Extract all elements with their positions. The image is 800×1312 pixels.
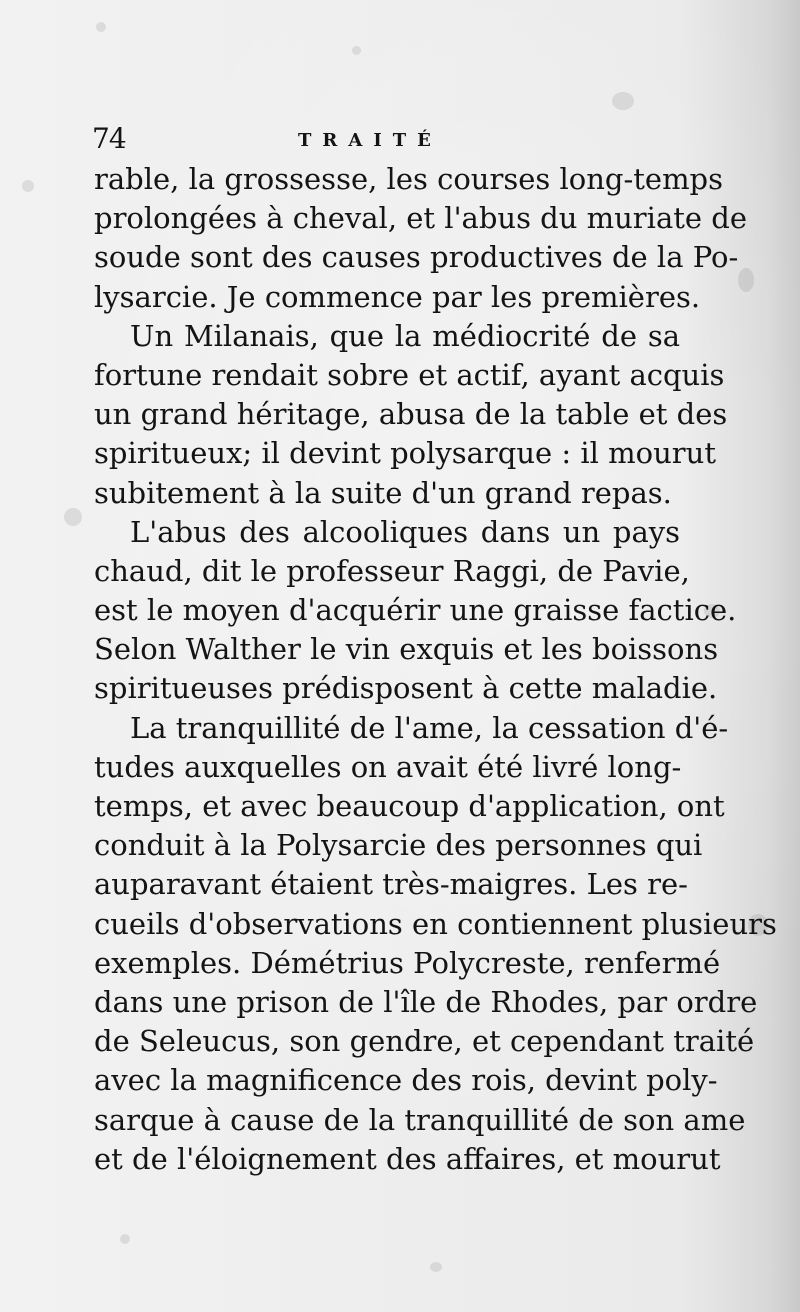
text-line: chaud, dit le professeur Raggi, de Pavie, bbox=[94, 553, 690, 588]
text-line: auparavant étaient très-maigres. Les re- bbox=[94, 867, 688, 902]
paper-speck bbox=[64, 508, 82, 526]
paper-speck bbox=[738, 268, 754, 292]
text-line: rable, la grossesse, les courses long-temps bbox=[94, 162, 724, 196]
text-line: dans une prison de l'île de Rhodes, par ordre bbox=[94, 984, 758, 1019]
text-line: sarque à cause de la tranquillité de son ame bbox=[94, 1102, 746, 1137]
paragraph-first-line: La tranquillité de l'ame, la cessation d'é- bbox=[130, 710, 729, 745]
text-line: cueils d'observations en contiennent plusieurs bbox=[94, 906, 777, 941]
text-line: spiritueuses prédisposent à cette maladie. bbox=[94, 671, 718, 706]
paragraph-first-line: L'abus des alcooliques dans un pays bbox=[130, 514, 680, 549]
paper-speck bbox=[352, 46, 361, 55]
text-line: exemples. Démétrius Polycreste, renfermé bbox=[94, 945, 721, 980]
paper-speck bbox=[612, 92, 634, 110]
text-line: Selon Walther le vin exquis et les boissons bbox=[94, 632, 719, 667]
text-line: soude sont des causes productives de la Po- bbox=[94, 240, 739, 275]
text-line: temps, et avec beaucoup d'application, ont bbox=[94, 789, 725, 823]
text-line: subitement à la suite d'un grand repas. bbox=[94, 475, 672, 510]
paper-speck bbox=[120, 1234, 130, 1244]
text-line: un grand héritage, abusa de la table et des bbox=[94, 397, 728, 432]
body-text bbox=[94, 160, 777, 1179]
text-line: de Seleucus, son gendre, et cependant traité bbox=[94, 1024, 755, 1059]
text-line: est le moyen d'acquérir une graisse factice. bbox=[94, 593, 737, 628]
text-line: conduit à la Polysarcie des personnes qui bbox=[94, 828, 703, 863]
running-head: TRAITÉ bbox=[298, 130, 442, 151]
text-line: et de l'éloignement des affaires, et mourut bbox=[94, 1141, 721, 1176]
text-line: avec la magnificence des rois, devint poly- bbox=[94, 1063, 718, 1098]
text-line: tudes auxquelles on avait été livré long- bbox=[94, 749, 682, 784]
page-header bbox=[92, 118, 692, 162]
text-line: fortune rendait sobre et actif, ayant acquis bbox=[94, 357, 725, 392]
paper-speck bbox=[96, 22, 106, 32]
paper-speck bbox=[430, 1262, 442, 1272]
paper-speck bbox=[22, 180, 34, 192]
paragraph-first-line: Un Milanais, que la médiocrité de sa bbox=[130, 318, 680, 353]
text-line: spiritueux; il devint polysarque : il mourut bbox=[94, 436, 716, 471]
text-line: prolongées à cheval, et l'abus du muriate de bbox=[94, 201, 747, 236]
text-line: lysarcie. Je commence par les premières. bbox=[94, 279, 701, 314]
page-number: 74 bbox=[92, 122, 126, 155]
